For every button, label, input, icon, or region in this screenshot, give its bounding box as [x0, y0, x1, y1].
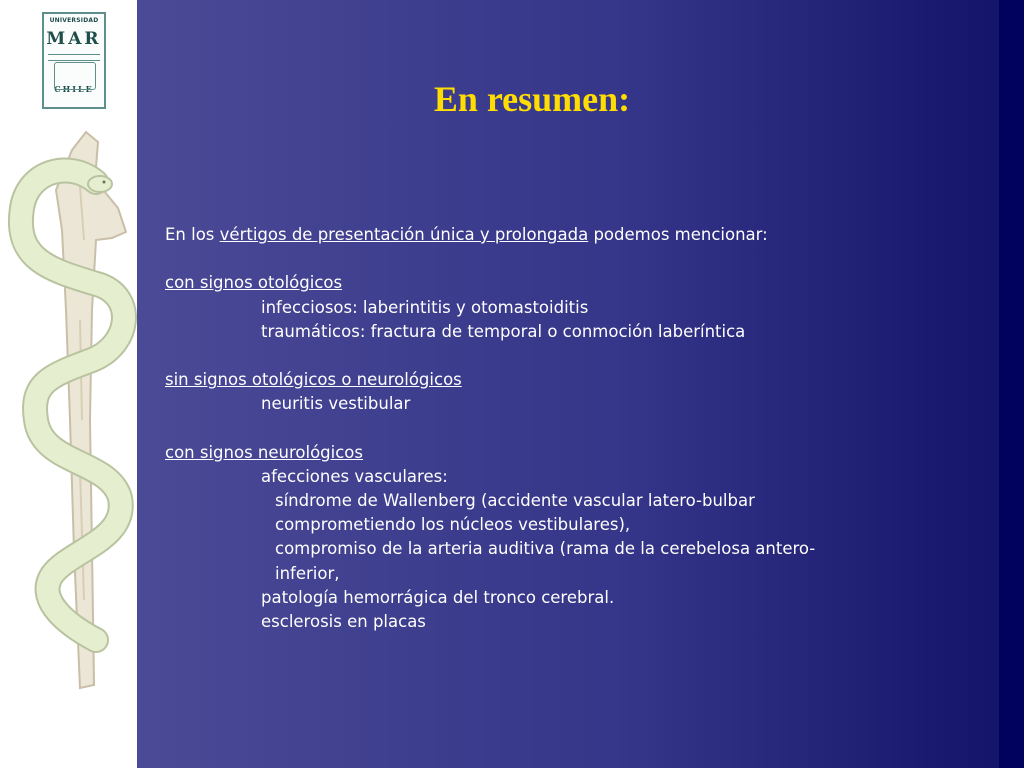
sub-list-item: inferior, — [275, 563, 340, 583]
logo-mar-text: MAR — [46, 29, 102, 49]
rod-of-asclepius-icon — [0, 120, 137, 695]
intro-line — [165, 223, 985, 247]
list-item: infecciosos: laberintitis y otomastoiditis — [261, 297, 589, 317]
list-item: traumáticos: fractura de temporal o conmoción laberíntica — [261, 321, 746, 341]
section-heading-no-signs: sin signos otológicos o neurológicos — [165, 370, 462, 390]
list-item: esclerosis en placas — [261, 612, 426, 631]
sidebar — [0, 0, 137, 768]
sub-list-item: compromiso de la arteria auditiva (rama de la cerebelosa antero- — [275, 539, 816, 559]
logo-chile-text: CHILE — [54, 84, 94, 94]
intro-before: En los — [165, 225, 220, 244]
intro-after: podemos mencionar: — [588, 225, 768, 244]
intro-underlined: vértigos de presentación única y prolongada — [219, 225, 589, 244]
list-item: afecciones vasculares: — [261, 466, 448, 486]
sub-list-item: comprometiendo los núcleos vestibulares), — [275, 515, 631, 535]
logo-university-text: UNIVERSIDAD — [49, 17, 99, 24]
slide-title: En resumen: — [433, 79, 631, 119]
right-edge-bar — [999, 0, 1024, 768]
slide-body — [165, 223, 985, 634]
list-item: neuritis vestibular — [261, 394, 411, 414]
section-heading-neurologic: con signos neurológicos — [165, 442, 363, 462]
university-logo — [42, 12, 106, 109]
list-item: patología hemorrágica del tronco cerebral. — [261, 587, 615, 607]
slide-content-area — [137, 0, 999, 768]
logo-band — [48, 54, 100, 61]
section-heading-otologic: con signos otológicos — [165, 273, 343, 293]
logo-emblem-icon — [54, 62, 96, 90]
sub-list-item: síndrome de Wallenberg (accidente vascular latero-bulbar — [275, 491, 755, 511]
